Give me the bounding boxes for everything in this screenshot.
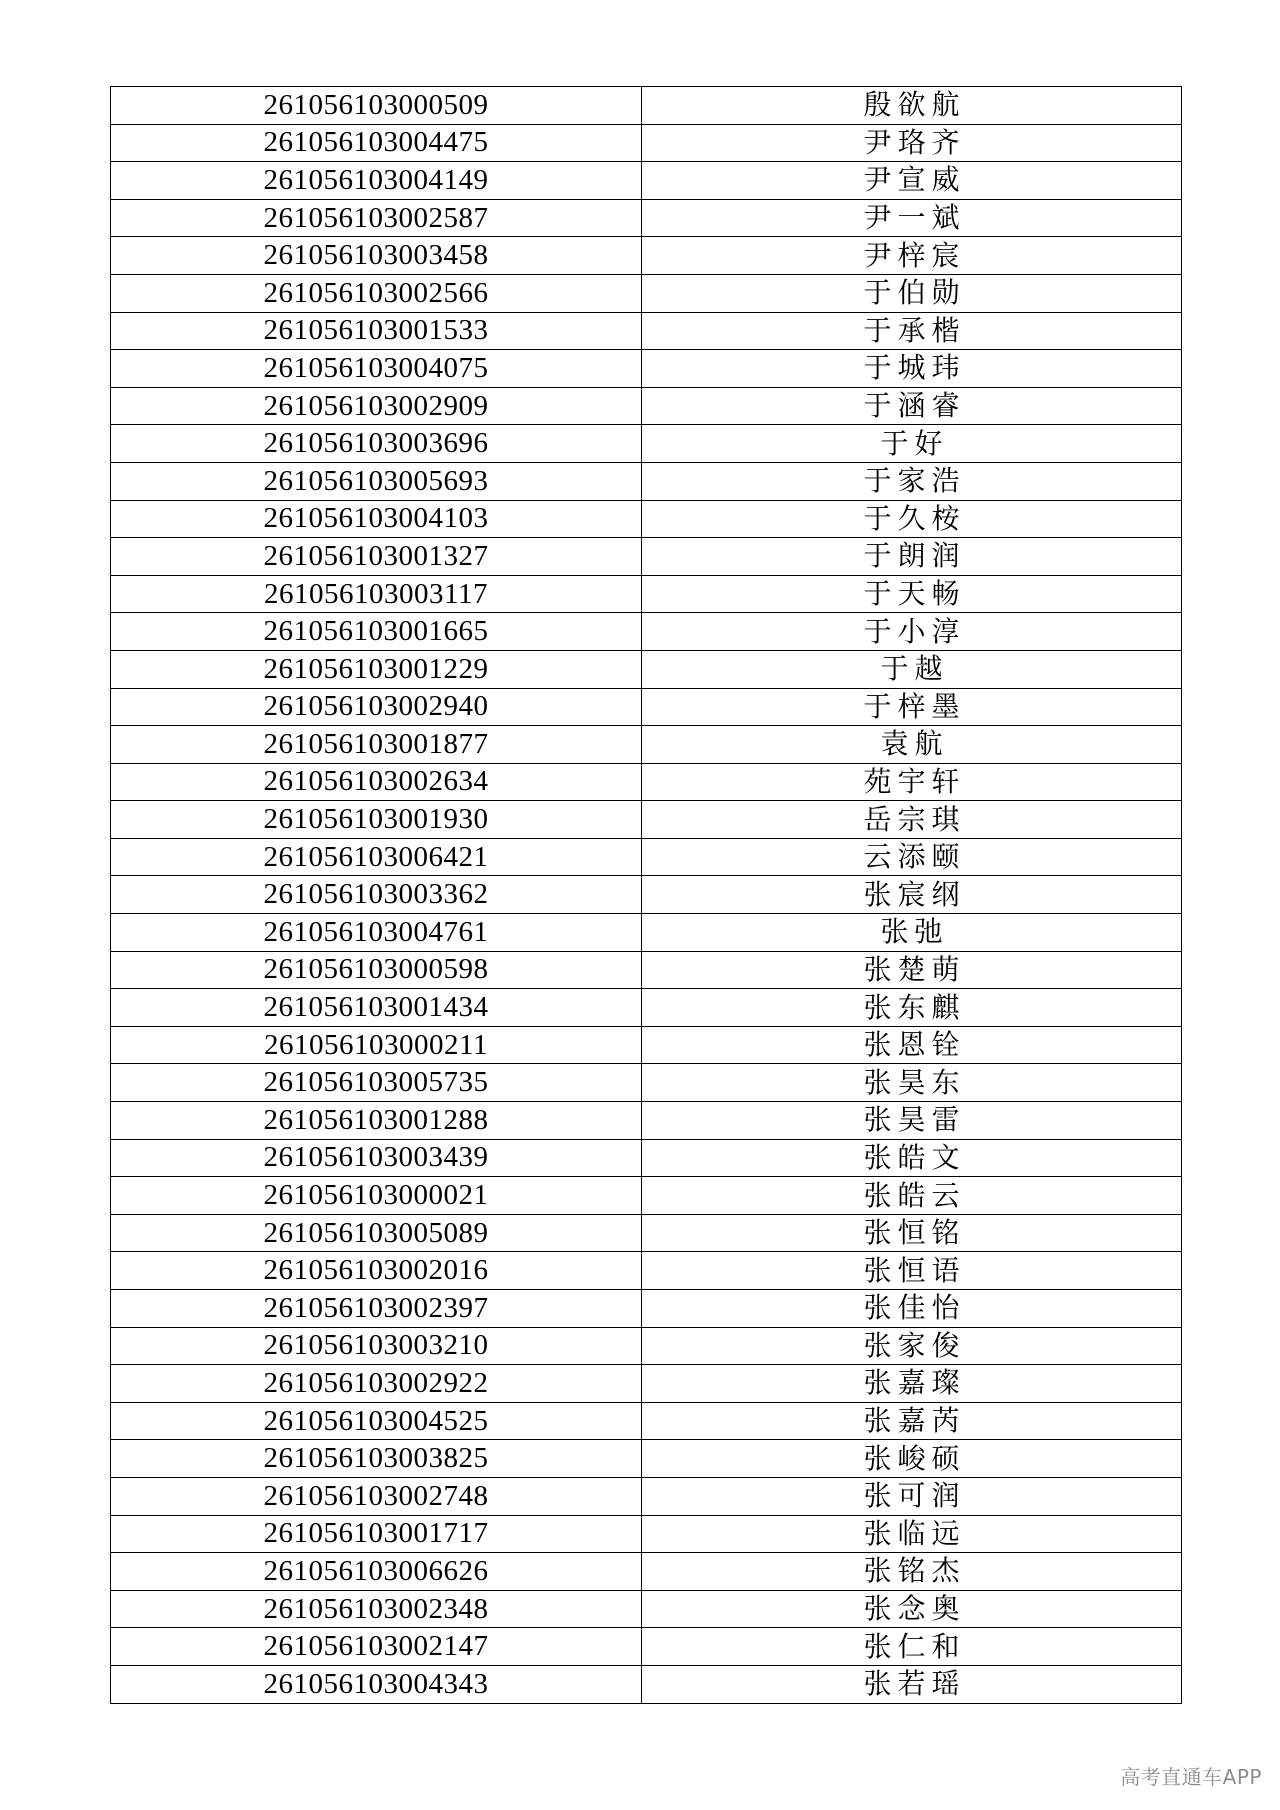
candidate-id-cell: 261056103004761 xyxy=(111,914,642,952)
candidate-name-cell: 于越 xyxy=(642,650,1182,688)
candidate-name-cell: 张楚萌 xyxy=(642,951,1182,989)
candidate-id-cell: 261056103003696 xyxy=(111,425,642,463)
candidate-name-cell: 张念奥 xyxy=(642,1590,1182,1628)
candidate-id-cell: 261056103002940 xyxy=(111,688,642,726)
candidate-name-cell: 尹宣威 xyxy=(642,162,1182,200)
table-row xyxy=(111,914,1182,952)
candidate-id-cell: 261056103002566 xyxy=(111,274,642,312)
table-row xyxy=(111,876,1182,914)
table-row xyxy=(111,87,1182,125)
table-row xyxy=(111,1252,1182,1290)
candidate-name-cell: 于朗润 xyxy=(642,538,1182,576)
candidate-name-cell: 尹一斌 xyxy=(642,199,1182,237)
candidate-name-cell: 张可润 xyxy=(642,1477,1182,1515)
table-row xyxy=(111,1026,1182,1064)
candidate-id-cell: 261056103000509 xyxy=(111,87,642,125)
table-row xyxy=(111,237,1182,275)
candidate-name-cell: 尹梓宸 xyxy=(642,237,1182,275)
candidate-name-cell: 张若瑶 xyxy=(642,1665,1182,1703)
candidate-id-cell: 261056103005693 xyxy=(111,462,642,500)
candidate-id-cell: 261056103000021 xyxy=(111,1177,642,1215)
watermark-text: 高考直通车APP xyxy=(1120,1765,1262,1789)
candidate-name-cell: 张昊雷 xyxy=(642,1102,1182,1140)
table-row xyxy=(111,312,1182,350)
candidate-name-cell: 袁航 xyxy=(642,726,1182,764)
candidate-name-cell: 岳宗琪 xyxy=(642,801,1182,839)
candidate-id-cell: 261056103006421 xyxy=(111,838,642,876)
candidate-id-cell: 261056103003439 xyxy=(111,1139,642,1177)
table-row xyxy=(111,1365,1182,1403)
candidate-id-cell: 261056103001665 xyxy=(111,613,642,651)
table-row xyxy=(111,763,1182,801)
candidate-name-cell: 张仁和 xyxy=(642,1628,1182,1666)
candidate-name-cell: 张昊东 xyxy=(642,1064,1182,1102)
candidate-id-cell: 261056103002587 xyxy=(111,199,642,237)
table-row xyxy=(111,726,1182,764)
candidate-name-cell: 张铭杰 xyxy=(642,1553,1182,1591)
candidate-id-cell: 261056103000598 xyxy=(111,951,642,989)
candidate-name-cell: 殷欲航 xyxy=(642,87,1182,125)
table-row xyxy=(111,688,1182,726)
table-row xyxy=(111,1177,1182,1215)
table-row xyxy=(111,1327,1182,1365)
candidate-id-cell: 261056103004343 xyxy=(111,1665,642,1703)
candidate-name-cell: 张家俊 xyxy=(642,1327,1182,1365)
table-row xyxy=(111,1477,1182,1515)
roster-sheet xyxy=(110,86,1173,1704)
candidate-id-cell: 261056103002397 xyxy=(111,1290,642,1328)
candidate-name-cell: 于家浩 xyxy=(642,462,1182,500)
table-row xyxy=(111,1139,1182,1177)
table-row xyxy=(111,951,1182,989)
table-row xyxy=(111,1214,1182,1252)
candidate-id-cell: 261056103001930 xyxy=(111,801,642,839)
candidate-id-cell: 261056103003362 xyxy=(111,876,642,914)
candidate-id-cell: 261056103004149 xyxy=(111,162,642,200)
candidate-id-cell: 261056103002922 xyxy=(111,1365,642,1403)
candidate-name-cell: 张嘉璨 xyxy=(642,1365,1182,1403)
roster-table xyxy=(110,86,1182,1704)
candidate-id-cell: 261056103004075 xyxy=(111,350,642,388)
candidate-name-cell: 于涵睿 xyxy=(642,387,1182,425)
table-row xyxy=(111,1515,1182,1553)
candidate-id-cell: 261056103005735 xyxy=(111,1064,642,1102)
candidate-name-cell: 于小淳 xyxy=(642,613,1182,651)
candidate-name-cell: 张弛 xyxy=(642,914,1182,952)
candidate-name-cell: 张佳怡 xyxy=(642,1290,1182,1328)
candidate-id-cell: 261056103002147 xyxy=(111,1628,642,1666)
table-row xyxy=(111,425,1182,463)
table-row xyxy=(111,1440,1182,1478)
candidate-name-cell: 张恒语 xyxy=(642,1252,1182,1290)
candidate-id-cell: 261056103001533 xyxy=(111,312,642,350)
candidate-name-cell: 张峻硕 xyxy=(642,1440,1182,1478)
candidate-name-cell: 张恩铨 xyxy=(642,1026,1182,1064)
table-row xyxy=(111,1102,1182,1140)
candidate-name-cell: 于久桉 xyxy=(642,500,1182,538)
candidate-name-cell: 云添颐 xyxy=(642,838,1182,876)
candidate-id-cell: 261056103003117 xyxy=(111,575,642,613)
table-row xyxy=(111,462,1182,500)
candidate-id-cell: 261056103004525 xyxy=(111,1402,642,1440)
candidate-name-cell: 尹珞齐 xyxy=(642,124,1182,162)
candidate-name-cell: 于伯勋 xyxy=(642,274,1182,312)
table-row xyxy=(111,124,1182,162)
candidate-id-cell: 261056103001717 xyxy=(111,1515,642,1553)
table-row xyxy=(111,274,1182,312)
table-row xyxy=(111,387,1182,425)
table-row xyxy=(111,1590,1182,1628)
table-row xyxy=(111,613,1182,651)
candidate-name-cell: 张宸纲 xyxy=(642,876,1182,914)
candidate-id-cell: 261056103005089 xyxy=(111,1214,642,1252)
candidate-name-cell: 于承楷 xyxy=(642,312,1182,350)
candidate-name-cell: 于梓墨 xyxy=(642,688,1182,726)
candidate-id-cell: 261056103001229 xyxy=(111,650,642,688)
candidate-id-cell: 261056103003458 xyxy=(111,237,642,275)
candidate-id-cell: 261056103001327 xyxy=(111,538,642,576)
roster-table-body xyxy=(111,87,1182,1704)
candidate-id-cell: 261056103002634 xyxy=(111,763,642,801)
table-row xyxy=(111,989,1182,1027)
candidate-id-cell: 261056103003825 xyxy=(111,1440,642,1478)
candidate-name-cell: 张皓文 xyxy=(642,1139,1182,1177)
candidate-name-cell: 于天畅 xyxy=(642,575,1182,613)
table-row xyxy=(111,162,1182,200)
candidate-name-cell: 张东麒 xyxy=(642,989,1182,1027)
table-row xyxy=(111,838,1182,876)
candidate-id-cell: 261056103001877 xyxy=(111,726,642,764)
candidate-name-cell: 张恒铭 xyxy=(642,1214,1182,1252)
candidate-id-cell: 261056103002016 xyxy=(111,1252,642,1290)
candidate-id-cell: 261056103002348 xyxy=(111,1590,642,1628)
table-row xyxy=(111,1628,1182,1666)
candidate-id-cell: 261056103002909 xyxy=(111,387,642,425)
table-row xyxy=(111,538,1182,576)
table-row xyxy=(111,801,1182,839)
table-row xyxy=(111,500,1182,538)
table-row xyxy=(111,1402,1182,1440)
table-row xyxy=(111,575,1182,613)
candidate-id-cell: 261056103001288 xyxy=(111,1102,642,1140)
candidate-name-cell: 张临远 xyxy=(642,1515,1182,1553)
candidate-id-cell: 261056103002748 xyxy=(111,1477,642,1515)
candidate-name-cell: 于城玮 xyxy=(642,350,1182,388)
table-row xyxy=(111,1290,1182,1328)
table-row xyxy=(111,650,1182,688)
candidate-id-cell: 261056103004103 xyxy=(111,500,642,538)
table-row xyxy=(111,1665,1182,1703)
table-row xyxy=(111,199,1182,237)
candidate-name-cell: 苑宇轩 xyxy=(642,763,1182,801)
candidate-id-cell: 261056103001434 xyxy=(111,989,642,1027)
table-row xyxy=(111,350,1182,388)
candidate-id-cell: 261056103006626 xyxy=(111,1553,642,1591)
table-row xyxy=(111,1553,1182,1591)
candidate-id-cell: 261056103003210 xyxy=(111,1327,642,1365)
candidate-name-cell: 于好 xyxy=(642,425,1182,463)
candidate-id-cell: 261056103000211 xyxy=(111,1026,642,1064)
candidate-id-cell: 261056103004475 xyxy=(111,124,642,162)
candidate-name-cell: 张皓云 xyxy=(642,1177,1182,1215)
candidate-name-cell: 张嘉芮 xyxy=(642,1402,1182,1440)
table-row xyxy=(111,1064,1182,1102)
